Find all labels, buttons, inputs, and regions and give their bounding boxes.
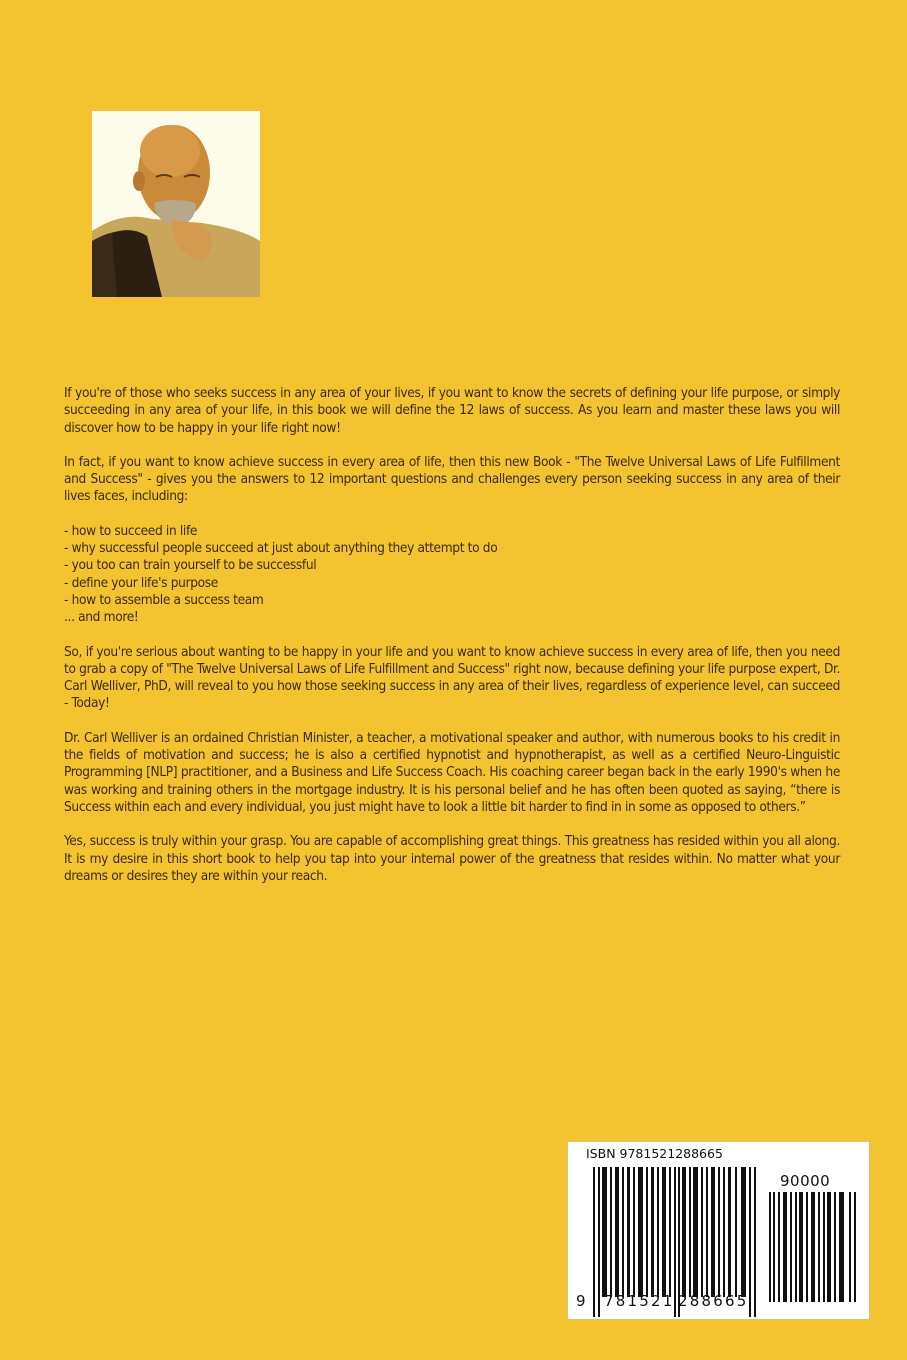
price-code: 90000 — [780, 1172, 831, 1190]
back-cover-description — [64, 385, 840, 902]
isbn-barcode — [567, 1141, 870, 1320]
list-item: - define your life's purpose — [64, 574, 218, 591]
list-item: - why successful people succeed at just about anything they attempt to do — [64, 540, 498, 557]
barcode-digit-lead: 9 — [576, 1292, 586, 1310]
price-addon-bars-icon — [769, 1192, 859, 1302]
barcode-digits-group-2: 288665 — [678, 1292, 749, 1310]
book-summary-paragraph: In fact, if you want to know achieve success in every area of life, then this new Book - "The Twelve Universal Laws of Life Fulfillment and Success" - gives you the answers to 12 important questions and challenges every person seeking success in any area of their lives faces, including: — [64, 453, 840, 505]
author-photo — [92, 111, 260, 297]
isbn-label: ISBN 9781521288665 — [586, 1146, 723, 1161]
call-to-action-paragraph: So, if you're serious about wanting to be happy in your life and you want to know achieve success in every area of life, then you need to grab a copy of "The Twelve Universal Laws of Life Fulfillment and Success" right now, because defining your life purpose expert, Dr. Carl Welliver, PhD, will reveal to you how those seeking success in any area of their lives, regardless of experience level, can succeed - Today! — [64, 643, 840, 712]
list-item: - you too can train yourself to be successful — [64, 557, 317, 574]
list-item: ... and more! — [64, 609, 139, 626]
closing-paragraph: Yes, success is truly within your grasp. You are capable of accomplishing great things. This greatness has resided within you all along. It is my desire in this short book to help you tap into your internal power of the greatness that resides within. No matter what your dreams or desires they are within your reach. — [64, 833, 840, 884]
topics-list — [64, 523, 840, 627]
barcode-digits-group-1: 781521 — [604, 1292, 675, 1310]
author-portrait-photo-icon — [92, 111, 260, 297]
author-bio-paragraph: Dr. Carl Welliver is an ordained Christian Minister, a teacher, a motivational speaker and author, with numerous books to his credit in the fields of motivation and success; he is also a certified hypnotist and hypnotherapist, as well as a certified Neuro-Linguistic Programming [NLP] practitioner, and a Business and Life Success Coach. His coaching career began back in the early 1990's when he was working and training others in the mortgage industry. It is his personal belief and he has often been quoted as saying, “there is Success within each and every individual, you just might have to look a little bit harder to find in in some as opposed to others.” — [64, 729, 840, 815]
list-item: - how to assemble a success team — [64, 591, 264, 608]
list-item: - how to succeed in life — [64, 522, 198, 539]
intro-paragraph: If you're of those who seeks success in any area of your lives, if you want to know the secrets of defining your life purpose, or simply succeeding in any area of your life, in this book we will define the 12 laws of success. As you learn and master these laws you will discover how to be happy in your life right now! — [64, 385, 840, 436]
